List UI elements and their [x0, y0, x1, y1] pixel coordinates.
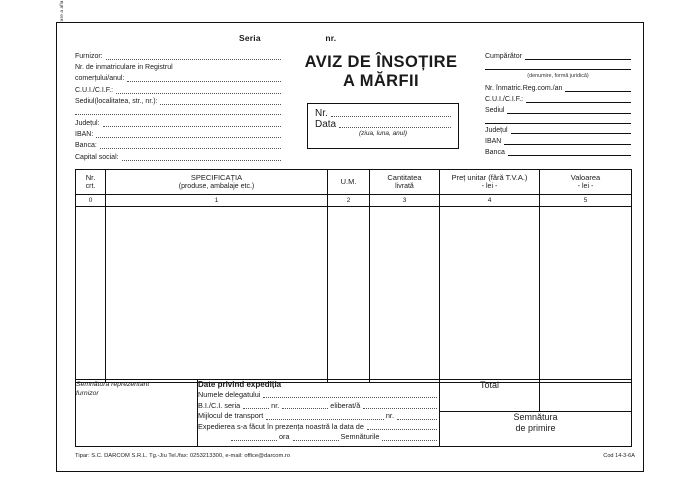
date-format-caption: (ziua, luna, anul): [358, 130, 408, 137]
col-number-4: 4: [440, 195, 540, 207]
col-cant-main: Cantitatea: [387, 172, 422, 182]
supplier-signature-line1: Semnătura reprezentant: [76, 381, 150, 388]
printer-info: Tipar: S.C. DARCOM S.R.L. Tg.-Jiu Tel./fax: 0253213300, e-mail: office@darcom.ro: [75, 453, 291, 459]
document-title: [287, 53, 475, 91]
expedition-label-id-nr: nr.: [271, 400, 280, 410]
column-header-valoarea: [540, 170, 632, 195]
buyer-label-banca: Banca: [485, 149, 505, 156]
cell-pret-unitar[interactable]: [440, 207, 540, 383]
buyer-field-sediul[interactable]: [485, 105, 631, 116]
title-line-2: A MĂRFII: [343, 72, 419, 90]
items-table: [75, 169, 632, 383]
supplier-label-furnizor: Furnizor:: [75, 53, 103, 60]
col-number-0: 0: [76, 195, 106, 207]
buyer-rule-sediul: [507, 112, 631, 114]
number-date-box: [307, 103, 459, 149]
buyer-rule-banca: [508, 154, 631, 156]
buyer-rule-name: [525, 58, 631, 60]
expedition-dots-id-nr: [282, 407, 328, 409]
supplier-label-cui: C.U.I./C.I.F.:: [75, 86, 114, 94]
receipt-signature-line2: de primire: [515, 423, 556, 433]
col-pret-sub: - lei -: [481, 183, 498, 190]
expedition-dots-signatures: [382, 439, 437, 441]
col-pret-main: Preț unitar (fără T.V.A.): [451, 172, 528, 182]
buyer-label-reg: Nr. înmatric.Reg.com./an: [485, 85, 563, 92]
receipt-signature-cell[interactable]: [440, 412, 632, 447]
cell-cantitate[interactable]: [370, 207, 440, 383]
form-sheet: [56, 22, 644, 472]
document-date-field[interactable]: [315, 119, 451, 130]
buyer-label-judet: Județul: [485, 127, 508, 134]
table-row: [76, 207, 632, 383]
number-label: nr.: [325, 33, 337, 43]
supplier-field-cui[interactable]: [75, 85, 281, 96]
expedition-title: Date privind expediția: [198, 380, 282, 389]
expedition-label-id-series: B.I./C.I. seria: [198, 400, 241, 410]
series-label: Seria: [239, 33, 261, 43]
expedition-label-transport: Mijlocul de transport: [198, 411, 264, 421]
buyer-field-cui[interactable]: [485, 94, 631, 105]
document-number-label: Nr.: [315, 108, 328, 119]
col-val-sub: - lei -: [577, 183, 594, 190]
buyer-rule-iban: [504, 143, 631, 145]
supplier-dots-iban: [96, 136, 281, 138]
col-nr-sub: crt.: [85, 183, 96, 190]
buyer-field-name[interactable]: [485, 51, 631, 62]
supplier-dots-judet: [103, 125, 281, 127]
supplier-dots-furnizor: [106, 58, 281, 60]
supplier-dots-capital: [122, 159, 281, 161]
expedition-label-hour: ora: [279, 432, 290, 442]
document-date-dots: [339, 126, 451, 128]
buyer-rule-judet: [511, 132, 631, 134]
column-header-nr-crt: [76, 170, 106, 195]
expedition-dots-transport-nr: [397, 418, 437, 420]
form-code: Cod 14-3-6A: [603, 453, 635, 459]
cell-valoarea[interactable]: [540, 207, 632, 383]
supplier-label-banca: Banca:: [75, 142, 97, 150]
col-cant-sub: livrată: [395, 183, 414, 190]
buyer-field-reg[interactable]: [485, 83, 631, 94]
column-header-pret-unitar: [440, 170, 540, 195]
supplier-field-capital[interactable]: [75, 152, 281, 163]
document-date-label: Data: [315, 119, 337, 130]
buyer-label-sediul: Sediul: [485, 107, 505, 114]
expedition-label-delegate: Numele delegatului: [198, 390, 261, 399]
supplier-field-comert-an[interactable]: [75, 73, 281, 84]
expedition-id-field[interactable]: [198, 401, 439, 412]
supplier-signature-cell[interactable]: [76, 380, 198, 447]
col-um-main: U.M.: [340, 177, 357, 187]
buyer-rule-cui: [526, 101, 631, 103]
expedition-dots-shipped: [367, 428, 437, 430]
supplier-dots-sediul: [160, 103, 281, 105]
expedition-transport-field[interactable]: [198, 411, 439, 422]
supplier-field-registru-line1: [75, 62, 281, 73]
supplier-dots-comert-an: [127, 80, 281, 82]
col-nr-main: Nr.: [85, 172, 96, 182]
supplier-field-furnizor[interactable]: [75, 51, 281, 62]
col-number-3: 3: [370, 195, 440, 207]
col-spec-main: SPECIFICAȚIA: [190, 172, 243, 182]
supplier-block: [75, 51, 281, 163]
table-numbering-row: [76, 195, 632, 207]
table-header-row: [76, 170, 632, 195]
footer-table: [75, 379, 632, 447]
buyer-label-iban: IBAN: [485, 138, 502, 145]
buyer-rule-sediul-continuation[interactable]: [485, 122, 631, 124]
expedition-hour-signatures-field[interactable]: [198, 432, 439, 443]
supplier-dots-cui: [116, 92, 281, 94]
supplier-field-iban[interactable]: [75, 129, 281, 140]
supplier-label-registru: Nr. de inmatriculare in Registrul: [75, 64, 173, 72]
buyer-rule-reg: [565, 90, 631, 92]
cell-specificatia[interactable]: [106, 207, 328, 383]
buyer-field-judet[interactable]: [485, 125, 631, 136]
col-number-5: 5: [540, 195, 632, 207]
expedition-label-transport-nr: nr.: [385, 411, 394, 421]
receipt-signature-line1: Semnătura: [513, 412, 558, 422]
expedition-delegate-field[interactable]: [198, 390, 439, 401]
buyer-field-banca[interactable]: [485, 147, 631, 158]
supplier-label-comert-an: comerțului/anul:: [75, 75, 125, 83]
title-line-1: AVIZ DE ÎNSOȚIRE: [304, 53, 458, 71]
supplier-label-judet: Județul:: [75, 120, 100, 128]
cell-um[interactable]: [328, 207, 370, 383]
buyer-name-caption: (denumire, formă juridică): [527, 73, 589, 79]
supplier-label-iban: IBAN:: [75, 131, 94, 139]
document-number-dots: [331, 115, 451, 117]
supplier-field-sediul[interactable]: [75, 96, 281, 107]
column-header-specificatia: [106, 170, 328, 195]
buyer-rule-name-continuation[interactable]: [485, 68, 631, 70]
col-spec-sub: (produse, ambalaje etc.): [178, 183, 255, 190]
header-band: [69, 29, 633, 169]
expedition-label-shipped: Expedierea s-a făcut în prezența noastră la data de: [198, 421, 364, 431]
column-header-cantitate: [370, 170, 440, 195]
supplier-field-banca[interactable]: [75, 140, 281, 151]
expedition-cell: [198, 380, 440, 447]
expedition-shipped-field[interactable]: [198, 422, 439, 433]
document-number-field[interactable]: [315, 108, 451, 119]
series-number-row: [239, 33, 336, 43]
supplier-sediul-continuation[interactable]: [75, 113, 281, 115]
total-label-cell: Total: [440, 380, 540, 412]
supplier-label-capital: Capital social:: [75, 153, 119, 161]
buyer-label-cui: C.U.I./C.I.F.:: [485, 96, 524, 103]
buyer-block: [485, 51, 631, 158]
expedition-dots-hour: [293, 439, 339, 441]
supplier-label-sediul: Sediul(localitatea, str., nr.):: [75, 97, 158, 105]
buyer-field-iban[interactable]: [485, 136, 631, 147]
col-val-main: Valoarea: [570, 172, 601, 182]
expedition-label-signatures: Semnăturile: [340, 432, 380, 442]
expedition-dots-delegate: [263, 396, 437, 398]
form-inner: [69, 29, 633, 465]
supplier-dots-banca: [100, 147, 281, 149]
expedition-dots-id-series: [243, 407, 269, 409]
col-number-1: 1: [106, 195, 328, 207]
cell-nr-crt[interactable]: [76, 207, 106, 383]
supplier-dots-registru: [176, 70, 281, 71]
total-value-cell[interactable]: [540, 380, 632, 412]
supplier-signature-line2: furnizor: [76, 390, 99, 397]
supplier-field-judet[interactable]: [75, 118, 281, 129]
expedition-dots-transport: [266, 418, 384, 420]
expedition-label-id-issued: eliberat/ă: [330, 400, 361, 410]
expedition-dots-id-issued: [363, 407, 437, 409]
col-number-2: 2: [328, 195, 370, 207]
column-header-um: [328, 170, 370, 195]
expedition-dots-prehour: [231, 439, 277, 441]
buyer-label-name: Cumpărător: [485, 53, 522, 60]
print-footer: [75, 453, 635, 459]
